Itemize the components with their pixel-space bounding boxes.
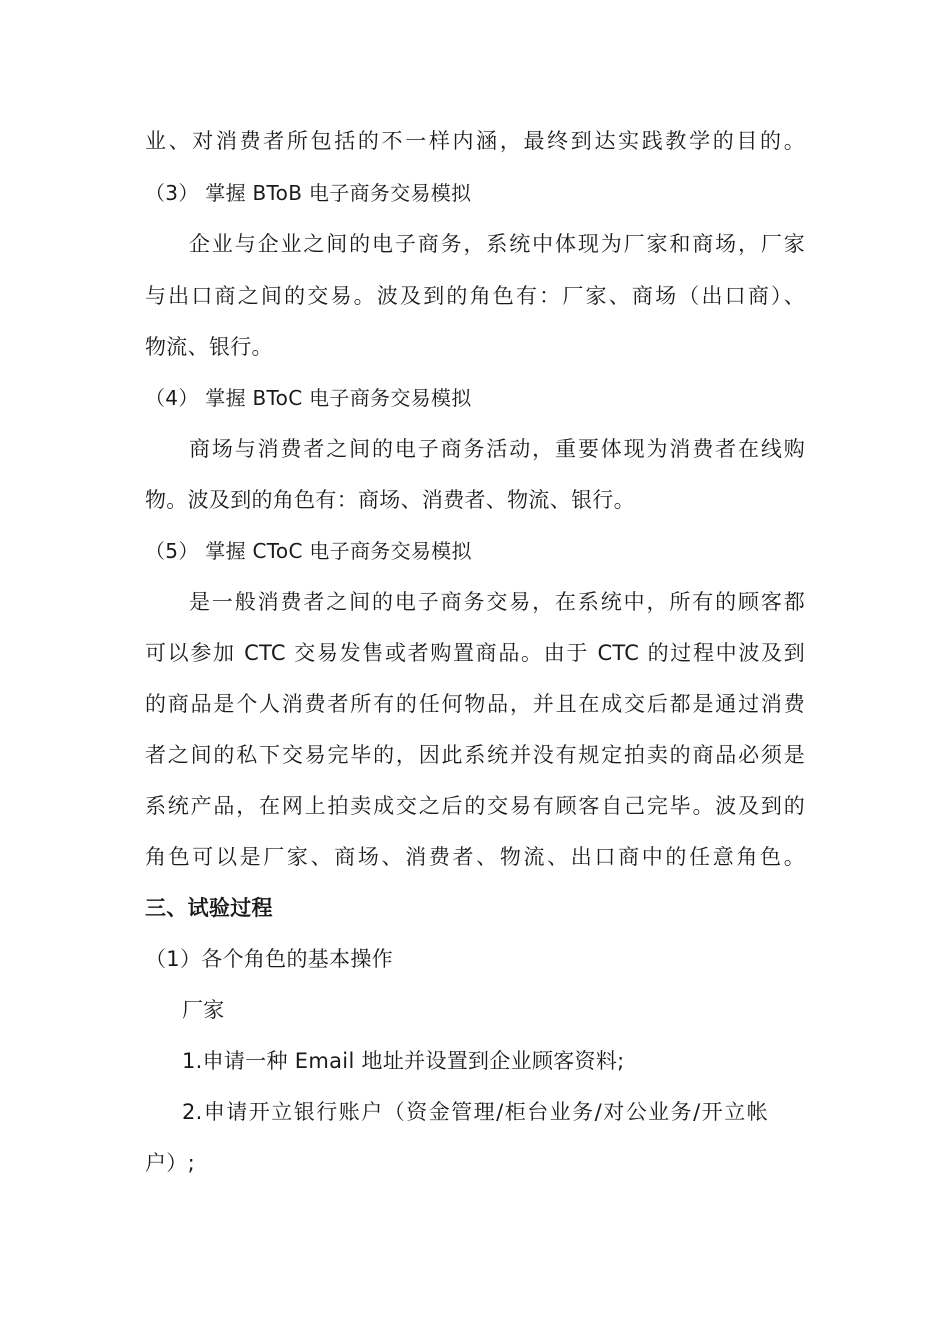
paragraph-line: 与出口商之间的交易。波及到的角色有：厂家、商场（出口商）、 bbox=[145, 284, 805, 308]
paragraph-line: 者之间的私下交易完毕的，因此系统并没有规定拍卖的商品必须是 bbox=[145, 743, 805, 767]
paragraph-line: 是一般消费者之间的电子商务交易，在系统中，所有的顾客都 bbox=[189, 590, 805, 614]
paragraph-line: 的商品是个人消费者所有的任何物品，并且在成交后都是通过消费 bbox=[145, 692, 805, 716]
list-item-continuation: 户）; bbox=[145, 1151, 195, 1175]
list-item: 1.申请一种 Email 地址并设置到企业顾客资料; bbox=[182, 1049, 625, 1073]
subheading-ctoc: （5） 掌握 CToC 电子商务交易模拟 bbox=[145, 539, 472, 563]
subsection-title: （1）各个角色的基本操作 bbox=[145, 947, 393, 971]
list-item: 2.申请开立银行账户（资金管理/柜台业务/对公业务/开立帐 bbox=[182, 1100, 768, 1124]
section-title: 三、试验过程 bbox=[145, 896, 273, 920]
paragraph-line: 商场与消费者之间的电子商务活动，重要体现为消费者在线购 bbox=[189, 437, 805, 461]
subheading-btob: （3） 掌握 BToB 电子商务交易模拟 bbox=[145, 181, 472, 205]
paragraph-line: 系统产品，在网上拍卖成交之后的交易有顾客自己完毕。波及到的 bbox=[145, 794, 805, 818]
paragraph-line: 角色可以是厂家、商场、消费者、物流、出口商中的任意角色。 bbox=[145, 845, 805, 869]
role-heading: 厂家 bbox=[182, 998, 225, 1022]
subheading-btoc: （4） 掌握 BToC 电子商务交易模拟 bbox=[145, 386, 472, 410]
paragraph-line: 可以参加 CTC 交易发售或者购置商品。由于 CTC 的过程中波及到 bbox=[145, 641, 805, 665]
paragraph-line: 物。波及到的角色有：商场、消费者、物流、银行。 bbox=[145, 488, 635, 512]
paragraph-line: 业、对消费者所包括的不一样内涵，最终到达实践教学的目的。 bbox=[145, 129, 805, 153]
paragraph-line: 企业与企业之间的电子商务，系统中体现为厂家和商场，厂家 bbox=[189, 232, 805, 256]
paragraph-line: 物流、银行。 bbox=[145, 335, 273, 359]
